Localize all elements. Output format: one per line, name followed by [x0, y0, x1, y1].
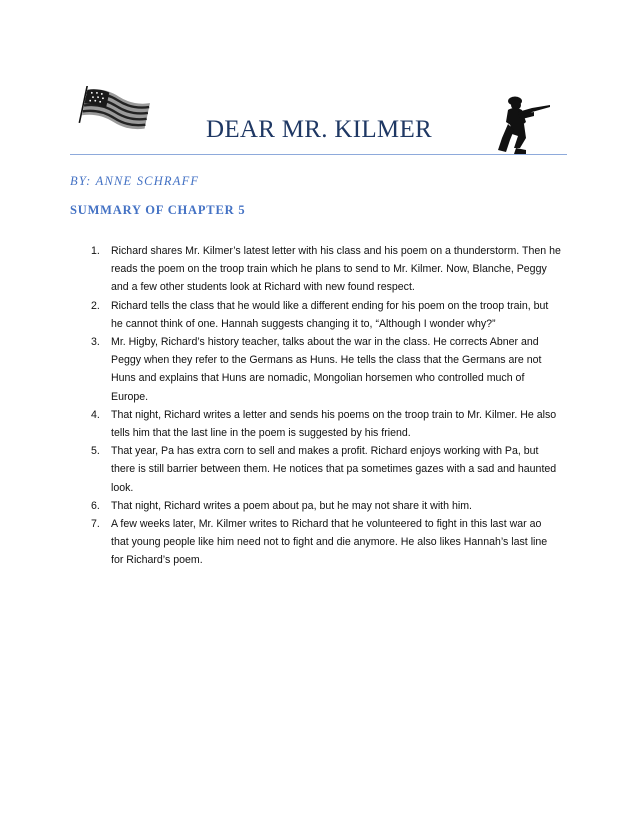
list-item	[91, 515, 561, 570]
list-item-text: That year, Pa has extra corn to sell and makes a profit. Richard enjoys working with Pa, but there is still barrier between them. He notices that pa sometimes gazes with a sad and haunted look.	[111, 445, 557, 494]
list-item-number: 4.	[91, 408, 100, 421]
list-item-text: That night, Richard writes a poem about pa, but he may not share it with him.	[111, 499, 472, 512]
list-item-text: That night, Richard writes a letter and sends his poems on the troop train to Mr. Kilmer. He also tells him that the last line in the poem is suggested by his friend.	[111, 408, 557, 440]
list-item	[91, 442, 561, 497]
list-item	[91, 497, 561, 515]
list-item-text: Richard tells the class that he would like a different ending for his poem on the troop train, but he cannot think of one. Hannah suggests changing it to, “Although I wonder why?”	[111, 299, 549, 330]
list-item	[91, 242, 561, 297]
list-item	[91, 406, 561, 442]
list-item-text: Richard shares Mr. Kilmer’s latest letter with his class and his poem on a thunderstorm. Then he reads the poem on the troop train which he plans to send to Mr. Kilmer. Now, Blanche, Peggy and a few other students look at Richard with new found respect.	[111, 245, 561, 294]
list-item-text: Mr. Higby, Richard’s history teacher, talks about the war in the class. He corrects Abner and Peggy when they refer to the Germans as Huns. He tells the class that the Germans are not Huns and explains that Huns are nomadic, Mongolian horsemen who controlled much of Europe.	[111, 336, 542, 403]
document-title: DEAR MR. KILMER	[205, 116, 433, 143]
list-item-number: 5.	[91, 445, 100, 458]
section-heading: SUMMARY OF CHAPTER 5	[70, 203, 246, 217]
list-item-number: 1.	[91, 245, 100, 257]
list-item	[91, 297, 561, 333]
list-item-text: A few weeks later, Mr. Kilmer writes to Richard that he volunteered to fight in this last war ao that young people like him need not to fight and die anymore. He also likes Hannah’s last line for Richard’s poem.	[111, 518, 548, 567]
chapter-summary-list	[91, 242, 561, 570]
list-item-number: 2.	[91, 299, 100, 312]
title-divider	[70, 154, 567, 155]
list-item-number: 7.	[91, 518, 100, 531]
list-item-number: 3.	[91, 336, 100, 349]
list-item-number: 6.	[91, 499, 100, 512]
author-byline: BY: ANNE SCHRAFF	[70, 174, 200, 188]
list-item	[91, 333, 561, 406]
